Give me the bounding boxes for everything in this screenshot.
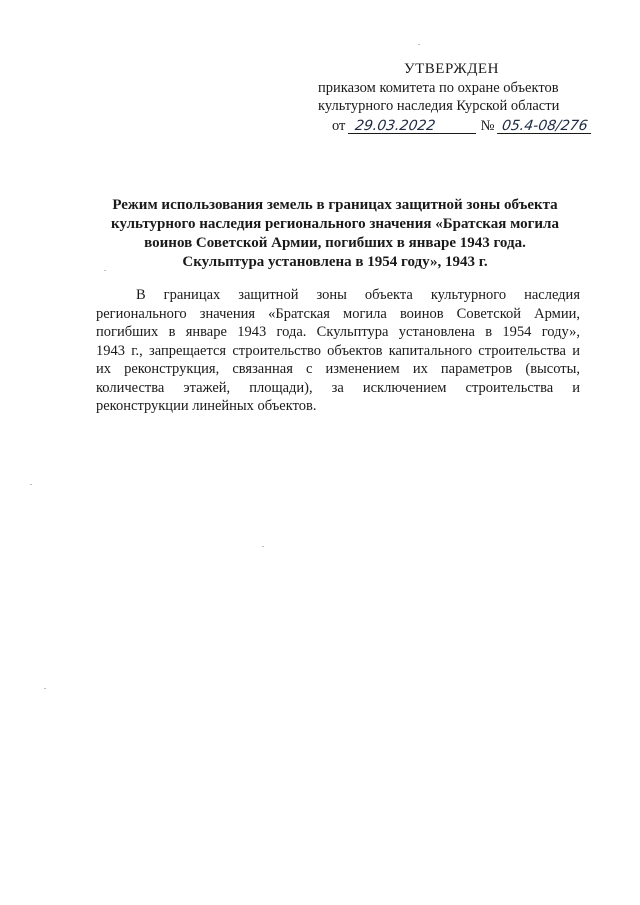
- scan-speck: [30, 484, 32, 485]
- body-paragraph: [96, 286, 580, 416]
- body-line: 1943 г., запрещается строительство объектов капитального строительства и: [96, 342, 580, 359]
- approval-stamp-block: [318, 60, 598, 135]
- scan-speck: [262, 546, 264, 547]
- title-line: культурного наследия регионального значения «Братская могила: [111, 216, 559, 232]
- body-line: их реконструкция, связанная с изменением их параметров (высоты,: [96, 361, 580, 377]
- document-title: [100, 196, 570, 272]
- approval-date-number-line: [318, 117, 598, 135]
- body-line: количества этажей, площади), за исключением строительства и: [96, 379, 580, 396]
- title-line: воинов Советской Армии, погибших в январе 1943 года.: [144, 235, 526, 251]
- body-line: погибших в январе 1943 года. Скульптура установлена в 1954 году»,: [96, 324, 580, 340]
- scan-speck: [44, 688, 46, 689]
- approval-heading: УТВЕРЖДЕН: [404, 61, 499, 77]
- body-line: регионального значения «Братская могила воинов Советской Армии,: [96, 305, 580, 322]
- title-line: Скульптура установлена в 1954 году», 1943 г.: [182, 254, 488, 270]
- body-line: реконструкции линейных объектов.: [96, 398, 317, 414]
- approval-committee-line: культурного наследия Курской области: [318, 98, 560, 114]
- date-prefix: от: [332, 118, 346, 134]
- handwritten-order-number: 05.4-08/276: [497, 119, 593, 134]
- number-prefix: №: [480, 118, 495, 134]
- approval-order-line: приказом комитета по охране объектов: [318, 80, 559, 96]
- scan-speck: [104, 270, 106, 271]
- handwritten-date: 29.03.2022: [348, 119, 478, 134]
- scan-speck: [418, 44, 420, 45]
- body-line: В границах защитной зоны объекта культурного наследия: [136, 287, 580, 303]
- title-line: Режим использования земель в границах защитной зоны объекта: [112, 197, 558, 213]
